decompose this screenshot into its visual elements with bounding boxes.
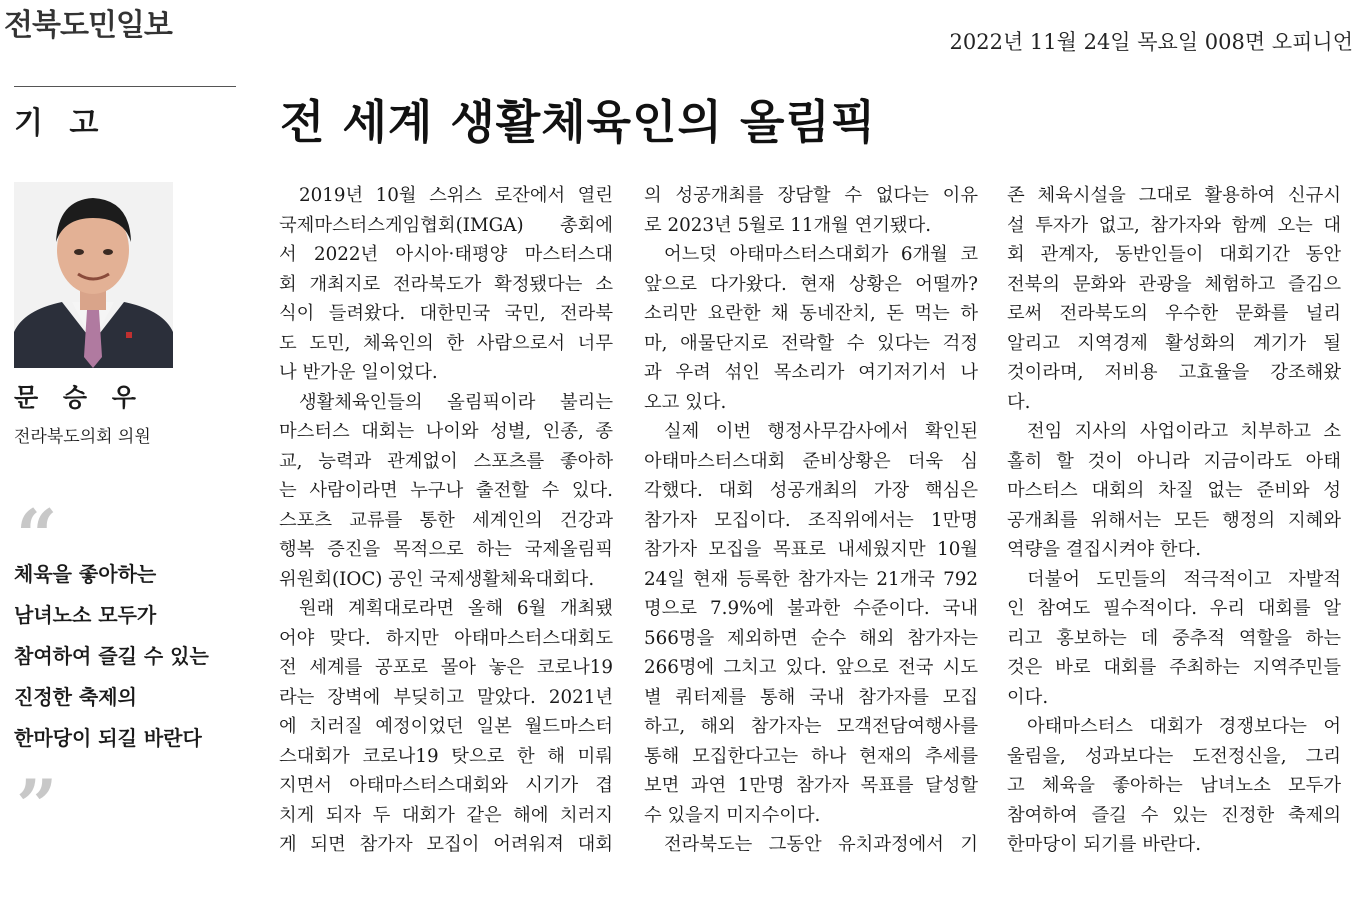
text-line: 치게 되자 두 대회가 같은 해에 치러지 — [279, 804, 613, 826]
text-line: 전라북도는 그동안 유치과정에서 기 — [664, 834, 978, 855]
text-line: 교, 능력과 관계없이 스포츠를 좋아하 — [279, 450, 613, 472]
text-line: 오고 있다. — [644, 391, 727, 413]
text-line: 별 쿼터제를 통해 국내 참가자를 모집 — [644, 686, 978, 708]
author-title: 전라북도의회 의원 — [14, 427, 151, 447]
author-portrait — [14, 182, 173, 368]
text-line: 어야 맞다. 하지만 아태마스터스대회도 — [279, 627, 613, 649]
text-line: 국제마스터스게임협회(IMGA) 총회에 — [279, 214, 613, 236]
newspaper-masthead: 전북도민일보 — [4, 8, 172, 43]
text-line: 나 반가운 일이었다. — [279, 362, 438, 383]
text-line: 566명을 제외하면 순수 해외 참가자는 — [644, 627, 978, 649]
text-line: 지면서 아태마스터스대회와 시기가 겹 — [279, 775, 613, 796]
text-line: 전임 지사의 사업이라고 치부하고 소 — [1027, 421, 1341, 442]
text-line: 의 성공개최를 장담할 수 없다는 이유 — [644, 185, 978, 206]
pull-quote-line: 체육을 좋아하는 — [14, 562, 157, 586]
text-line: 더불어 도민들의 적극적이고 자발적 — [1027, 568, 1341, 590]
text-line: 울림을, 성과보다는 도전정신을, 그리 — [1007, 745, 1341, 767]
text-line: 보면 과연 1만명 참가자 목표를 달성할 — [644, 775, 978, 796]
text-line: 스포츠 교류를 통한 세계인의 건강과 — [279, 509, 613, 531]
section-label: 기 고 — [14, 106, 107, 141]
text-line: 로 2023년 5월로 11개월 연기됐다. — [644, 214, 932, 236]
text-line: 라는 장벽에 부딪히고 말았다. 2021년 — [279, 686, 613, 708]
pull-quote-line: 참여하여 즐길 수 있는 — [14, 644, 209, 668]
article-column-1 — [279, 181, 613, 860]
text-line: 도 도민, 체육인의 한 사람으로서 너무 — [279, 332, 613, 354]
text-line: 회 관계자, 동반인들이 대회기간 동안 — [1007, 244, 1341, 265]
text-line: 참여하여 즐길 수 있는 진정한 축제의 — [1007, 804, 1341, 826]
portrait-illustration — [14, 182, 173, 368]
text-line: 24일 현재 등록한 참가자는 21개국 792 — [644, 568, 978, 590]
text-line: 마스터스 대회의 차질 없는 준비와 성 — [1007, 480, 1341, 501]
text-line: 마스터스 대회는 나이와 성별, 인종, 종 — [279, 421, 613, 442]
text-line: 참가자 모집이다. 조직위에서는 1만명 — [644, 509, 978, 531]
article-headline: 전 세계 생활체육인의 올림픽 — [280, 95, 877, 149]
text-line: 게 되면 참가자 모집이 어려워져 대회 — [279, 834, 613, 855]
text-line: 생활체육인들의 올림픽이라 불리는 — [299, 391, 613, 413]
text-line: 전북의 문화와 관광을 체험하고 즐김으 — [1007, 273, 1341, 295]
text-line: 존 체육시설을 그대로 활용하여 신규시 — [1007, 185, 1341, 206]
text-line: 공개최를 위해서는 모든 행정의 지혜와 — [1007, 509, 1341, 531]
text-line: 아태마스터스 대회가 경쟁보다는 어 — [1027, 716, 1341, 737]
text-line: 서 2022년 아시아·태평양 마스터스대 — [279, 244, 613, 265]
text-line: 어느덧 아태마스터스대회가 6개월 코 — [664, 244, 978, 265]
text-line: 스대회가 코로나19 탓으로 한 해 미뤄 — [279, 745, 613, 767]
text-line: 역량을 결집시켜야 한다. — [1007, 539, 1202, 560]
text-line: 참가자 모집을 목표로 내세웠지만 10월 — [644, 539, 978, 560]
text-line: 고 체육을 좋아하는 남녀노소 모두가 — [1007, 775, 1341, 796]
dateline: 2022년 11월 24일 목요일 008면 오피니언 — [949, 30, 1353, 54]
text-line: 앞으로 다가왔다. 현재 상황은 어떨까? — [644, 273, 978, 295]
text-line: 전 세계를 공포로 몰아 놓은 코로나19 — [279, 657, 613, 678]
article-column-2 — [644, 181, 978, 860]
text-line: 소리만 요란한 채 동네잔치, 돈 먹는 하 — [644, 303, 978, 324]
text-line: 원래 계획대로라면 올해 6월 개최됐 — [299, 598, 613, 619]
text-line: 과 우려 섞인 목소리가 여기저기서 나 — [644, 362, 978, 383]
text-line: 회 개최지로 전라북도가 확정됐다는 소 — [279, 273, 613, 295]
text-line: 다. — [1007, 391, 1031, 413]
text-line: 설 투자가 없고, 참가자와 함께 오는 대 — [1007, 214, 1341, 236]
text-line: 266명에 그치고 있다. 앞으로 전국 시도 — [644, 657, 978, 678]
article-column-3 — [1007, 181, 1341, 860]
text-line: 명으로 7.9%에 불과한 수준이다. 국내 — [644, 598, 978, 619]
author-name: 문 승 우 — [14, 383, 144, 412]
open-quote-icon: “ — [16, 493, 58, 578]
close-quote-icon: ” — [16, 763, 58, 848]
pull-quote-line: 진정한 축제의 — [14, 685, 137, 709]
text-line: 한마당이 되기를 바란다. — [1007, 834, 1202, 855]
section-rule — [14, 86, 236, 87]
text-line: 이다. — [1007, 686, 1049, 708]
text-line: 아태마스터스대회 준비상황은 더욱 심 — [644, 450, 978, 472]
text-line: 인 참여도 필수적이다. 우리 대회를 알 — [1007, 598, 1341, 619]
text-line: 홀히 할 것이 아니라 지금이라도 아태 — [1007, 450, 1341, 472]
text-line: 하고, 해외 참가자는 모객전담여행사를 — [644, 716, 978, 737]
text-line: 위원회(IOC) 공인 국제생활체육대회다. — [279, 568, 595, 590]
text-line: 알리고 지역경제 활성화의 계기가 될 — [1007, 332, 1341, 354]
text-line: 는 사람이라면 누구나 출전할 수 있다. — [279, 480, 613, 501]
text-line: 실제 이번 행정사무감사에서 확인된 — [664, 421, 978, 442]
text-line: 마, 애물단지로 전락할 수 있다는 걱정 — [644, 332, 978, 354]
text-line: 에 치러질 예정이었던 일본 월드마스터 — [279, 716, 613, 737]
text-line: 로써 전라북도의 우수한 문화를 널리 — [1007, 303, 1341, 324]
text-line: 통해 모집한다고는 하나 현재의 추세를 — [644, 745, 978, 767]
text-line: 각했다. 대회 성공개최의 가장 핵심은 — [644, 480, 978, 501]
text-line: 리고 홍보하는 데 중추적 역할을 하는 — [1007, 627, 1341, 649]
text-line: 식이 들려왔다. 대한민국 국민, 전라북 — [279, 303, 613, 324]
text-line: 것은 바로 대회를 주최하는 지역주민들 — [1007, 657, 1341, 678]
text-line: 2019년 10월 스위스 로잔에서 열린 — [299, 185, 613, 206]
text-line: 것이라며, 저비용 고효율을 강조해왔 — [1007, 362, 1341, 383]
pull-quote-line: 한마당이 되길 바란다 — [14, 726, 202, 750]
text-line: 행복 증진을 목적으로 하는 국제올림픽 — [279, 539, 613, 560]
text-line: 수 있을지 미지수이다. — [644, 804, 821, 826]
pull-quote — [14, 554, 254, 759]
pull-quote-line: 남녀노소 모두가 — [14, 603, 157, 627]
